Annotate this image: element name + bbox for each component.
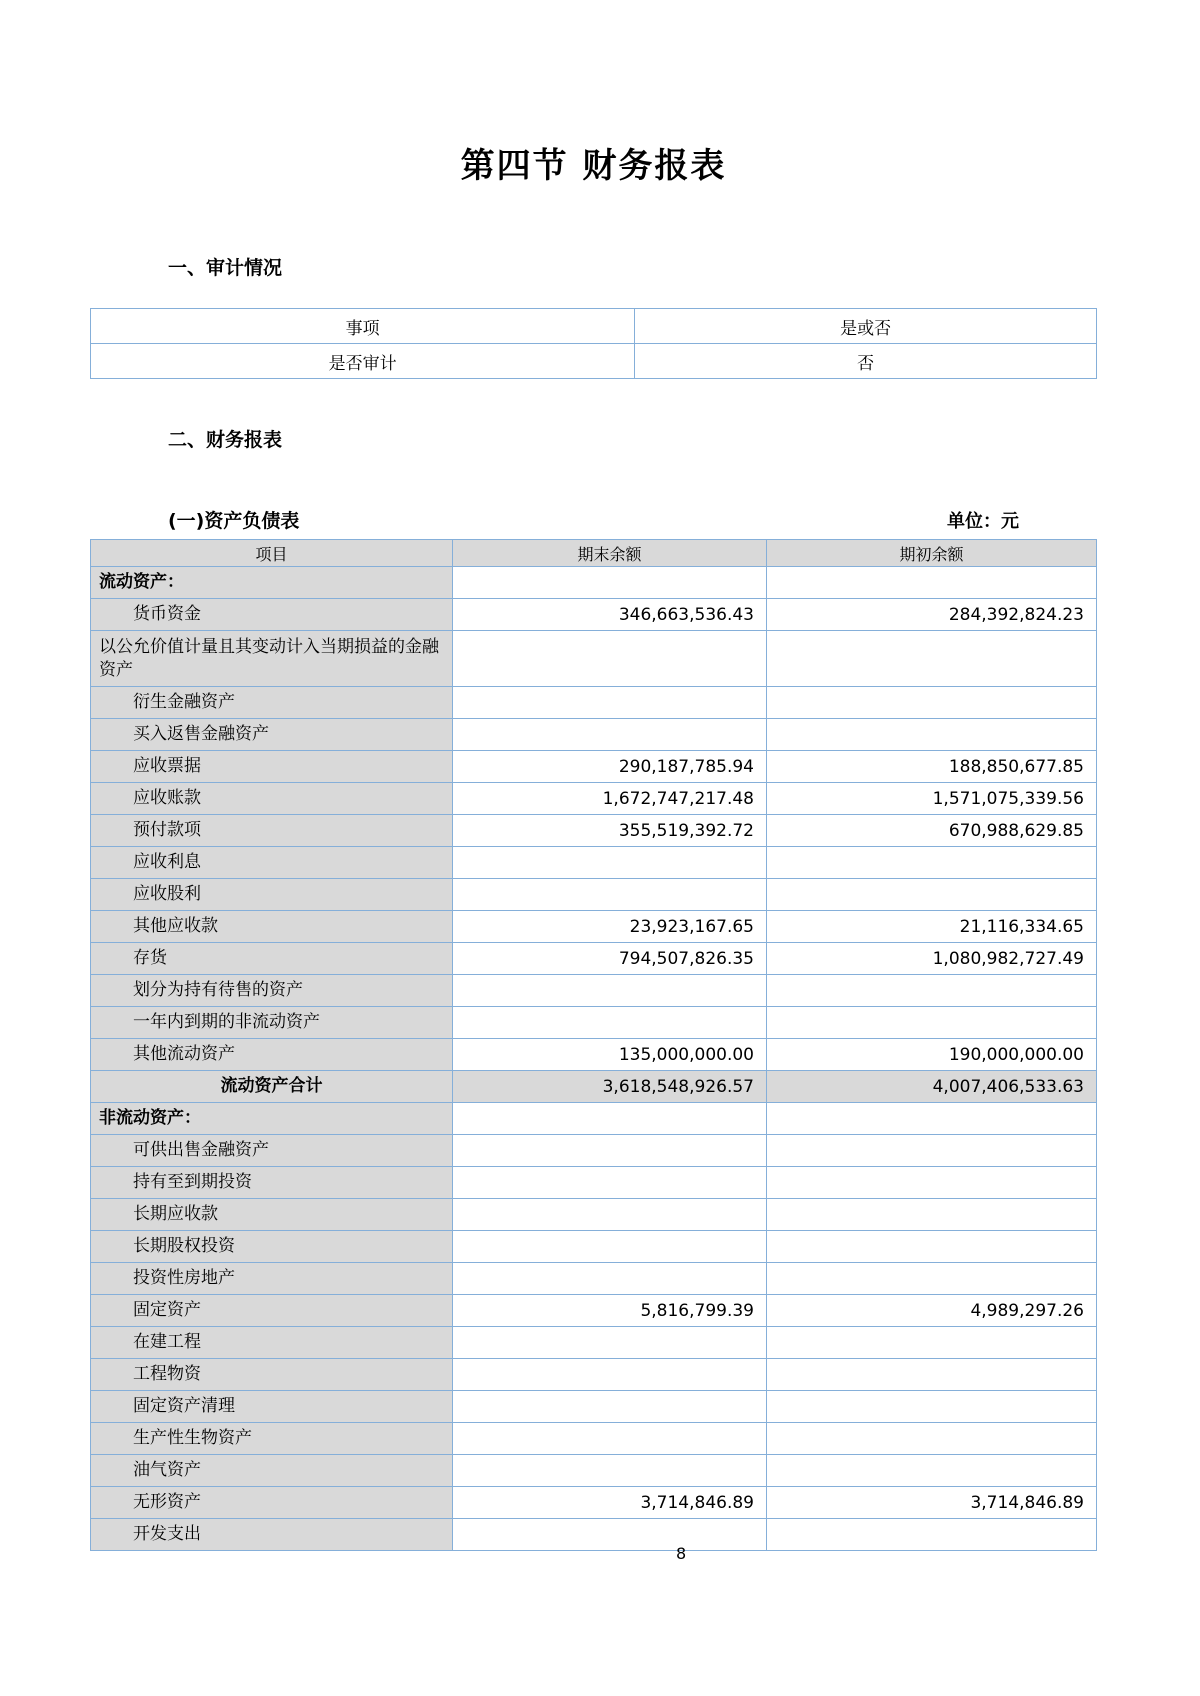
beginning-balance-cell	[767, 687, 1097, 719]
ending-balance-cell	[453, 1263, 767, 1295]
column-header-item: 项目	[91, 540, 453, 567]
item-label-cell: 其他流动资产	[91, 1039, 453, 1071]
item-label-cell: 流动资产合计	[91, 1071, 453, 1103]
beginning-balance-cell: 190,000,000.00	[767, 1039, 1097, 1071]
table-row	[91, 1103, 1097, 1135]
item-label-cell: 非流动资产：	[91, 1103, 453, 1135]
table-row	[91, 975, 1097, 1007]
ending-balance-cell	[453, 1231, 767, 1263]
audit-data-row	[91, 344, 1097, 379]
beginning-balance-cell	[767, 1359, 1097, 1391]
beginning-balance-cell: 4,007,406,533.63	[767, 1071, 1097, 1103]
beginning-balance-cell	[767, 1327, 1097, 1359]
audit-header-row	[91, 309, 1097, 344]
ending-balance-cell: 290,187,785.94	[453, 751, 767, 783]
ending-balance-cell	[453, 879, 767, 911]
item-label-cell: 生产性生物资产	[91, 1423, 453, 1455]
ending-balance-cell: 355,519,392.72	[453, 815, 767, 847]
ending-balance-cell	[453, 1455, 767, 1487]
ending-balance-cell	[453, 631, 767, 687]
table-row	[91, 847, 1097, 879]
table-row	[91, 1231, 1097, 1263]
beginning-balance-cell: 1,080,982,727.49	[767, 943, 1097, 975]
table-row	[91, 943, 1097, 975]
item-label-cell: 划分为持有待售的资产	[91, 975, 453, 1007]
audit-header-yesno: 是或否	[635, 309, 1097, 344]
item-label-cell: 固定资产清理	[91, 1391, 453, 1423]
ending-balance-cell	[453, 567, 767, 599]
beginning-balance-cell	[767, 1519, 1097, 1551]
table-row	[91, 783, 1097, 815]
item-label-cell: 工程物资	[91, 1359, 453, 1391]
table-row	[91, 1135, 1097, 1167]
table-row	[91, 751, 1097, 783]
audit-value-cell: 否	[635, 344, 1097, 379]
item-label-cell: 以公允价值计量且其变动计入当期损益的金融资产	[91, 631, 453, 687]
ending-balance-cell	[453, 1199, 767, 1231]
table-row	[91, 1295, 1097, 1327]
table-row	[91, 1263, 1097, 1295]
item-label-cell: 应收利息	[91, 847, 453, 879]
ending-balance-cell: 3,618,548,926.57	[453, 1071, 767, 1103]
beginning-balance-cell	[767, 1231, 1097, 1263]
ending-balance-cell: 1,672,747,217.48	[453, 783, 767, 815]
item-label-cell: 长期应收款	[91, 1199, 453, 1231]
item-label-cell: 投资性房地产	[91, 1263, 453, 1295]
ending-balance-cell	[453, 1007, 767, 1039]
item-label-cell: 应收票据	[91, 751, 453, 783]
table-row	[91, 879, 1097, 911]
beginning-balance-cell	[767, 879, 1097, 911]
table-row	[91, 1487, 1097, 1519]
beginning-balance-cell: 1,571,075,339.56	[767, 783, 1097, 815]
beginning-balance-cell	[767, 1391, 1097, 1423]
beginning-balance-cell: 21,116,334.65	[767, 911, 1097, 943]
item-label-cell: 长期股权投资	[91, 1231, 453, 1263]
beginning-balance-cell	[767, 1007, 1097, 1039]
item-label-cell: 固定资产	[91, 1295, 453, 1327]
table-row	[91, 1327, 1097, 1359]
beginning-balance-cell	[767, 631, 1097, 687]
ending-balance-cell	[453, 847, 767, 879]
audit-section-heading: 一、审计情况	[168, 257, 283, 279]
beginning-balance-cell	[767, 1455, 1097, 1487]
beginning-balance-cell	[767, 1167, 1097, 1199]
table-row	[91, 687, 1097, 719]
beginning-balance-cell: 188,850,677.85	[767, 751, 1097, 783]
ending-balance-cell	[453, 1359, 767, 1391]
item-label-cell: 衍生金融资产	[91, 687, 453, 719]
item-label-cell: 一年内到期的非流动资产	[91, 1007, 453, 1039]
table-row	[91, 567, 1097, 599]
table-row	[91, 631, 1097, 687]
item-label-cell: 应收账款	[91, 783, 453, 815]
item-label-cell: 应收股利	[91, 879, 453, 911]
ending-balance-cell: 794,507,826.35	[453, 943, 767, 975]
column-header-beginning-balance: 期初余额	[767, 540, 1097, 567]
item-label-cell: 存货	[91, 943, 453, 975]
ending-balance-cell	[453, 719, 767, 751]
table-row	[91, 1007, 1097, 1039]
item-label-cell: 其他应收款	[91, 911, 453, 943]
beginning-balance-cell	[767, 719, 1097, 751]
ending-balance-cell	[453, 1519, 767, 1551]
balance-sheet-caption-row	[90, 506, 1097, 533]
item-label-cell: 持有至到期投资	[91, 1167, 453, 1199]
item-label-cell: 开发支出	[91, 1519, 453, 1551]
item-label-cell: 流动资产：	[91, 567, 453, 599]
financial-section-heading: 二、财务报表	[168, 429, 283, 451]
item-label-cell: 预付款项	[91, 815, 453, 847]
balance-sheet-body	[91, 567, 1097, 1551]
column-header-ending-balance: 期末余额	[453, 540, 767, 567]
ending-balance-cell: 346,663,536.43	[453, 599, 767, 631]
ending-balance-cell	[453, 1167, 767, 1199]
table-row	[91, 1199, 1097, 1231]
item-label-cell: 无形资产	[91, 1487, 453, 1519]
beginning-balance-cell: 3,714,846.89	[767, 1487, 1097, 1519]
table-row	[91, 1519, 1097, 1551]
item-label-cell: 在建工程	[91, 1327, 453, 1359]
beginning-balance-cell: 670,988,629.85	[767, 815, 1097, 847]
beginning-balance-cell	[767, 1103, 1097, 1135]
ending-balance-cell	[453, 975, 767, 1007]
beginning-balance-cell	[767, 1199, 1097, 1231]
beginning-balance-cell: 284,392,824.23	[767, 599, 1097, 631]
item-label-cell: 油气资产	[91, 1455, 453, 1487]
balance-sheet-heading: (一)资产负债表	[168, 510, 300, 532]
balance-sheet-header-row	[91, 540, 1097, 567]
table-row	[91, 1071, 1097, 1103]
beginning-balance-cell	[767, 847, 1097, 879]
table-row	[91, 1359, 1097, 1391]
table-row	[91, 1039, 1097, 1071]
ending-balance-cell: 23,923,167.65	[453, 911, 767, 943]
table-row	[91, 1423, 1097, 1455]
ending-balance-cell: 5,816,799.39	[453, 1295, 767, 1327]
table-row	[91, 1391, 1097, 1423]
table-row	[91, 1455, 1097, 1487]
table-row	[91, 599, 1097, 631]
page-title: 第四节 财务报表	[460, 146, 727, 186]
item-label-cell: 买入返售金融资产	[91, 719, 453, 751]
table-row	[91, 911, 1097, 943]
beginning-balance-cell: 4,989,297.26	[767, 1295, 1097, 1327]
ending-balance-cell	[453, 1103, 767, 1135]
balance-sheet-table	[90, 539, 1097, 1551]
beginning-balance-cell	[767, 567, 1097, 599]
ending-balance-cell	[453, 1391, 767, 1423]
table-row	[91, 815, 1097, 847]
ending-balance-cell	[453, 687, 767, 719]
ending-balance-cell: 135,000,000.00	[453, 1039, 767, 1071]
beginning-balance-cell	[767, 1263, 1097, 1295]
beginning-balance-cell	[767, 975, 1097, 1007]
audit-header-item: 事项	[91, 309, 635, 344]
table-row	[91, 719, 1097, 751]
item-label-cell: 货币资金	[91, 599, 453, 631]
beginning-balance-cell	[767, 1135, 1097, 1167]
audit-item-cell: 是否审计	[91, 344, 635, 379]
ending-balance-cell: 3,714,846.89	[453, 1487, 767, 1519]
table-row	[91, 1167, 1097, 1199]
audit-table	[90, 308, 1097, 379]
unit-label: 单位：元	[947, 511, 1019, 532]
page-number: 8	[676, 1544, 687, 1563]
ending-balance-cell	[453, 1327, 767, 1359]
ending-balance-cell	[453, 1135, 767, 1167]
beginning-balance-cell	[767, 1423, 1097, 1455]
ending-balance-cell	[453, 1423, 767, 1455]
item-label-cell: 可供出售金融资产	[91, 1135, 453, 1167]
